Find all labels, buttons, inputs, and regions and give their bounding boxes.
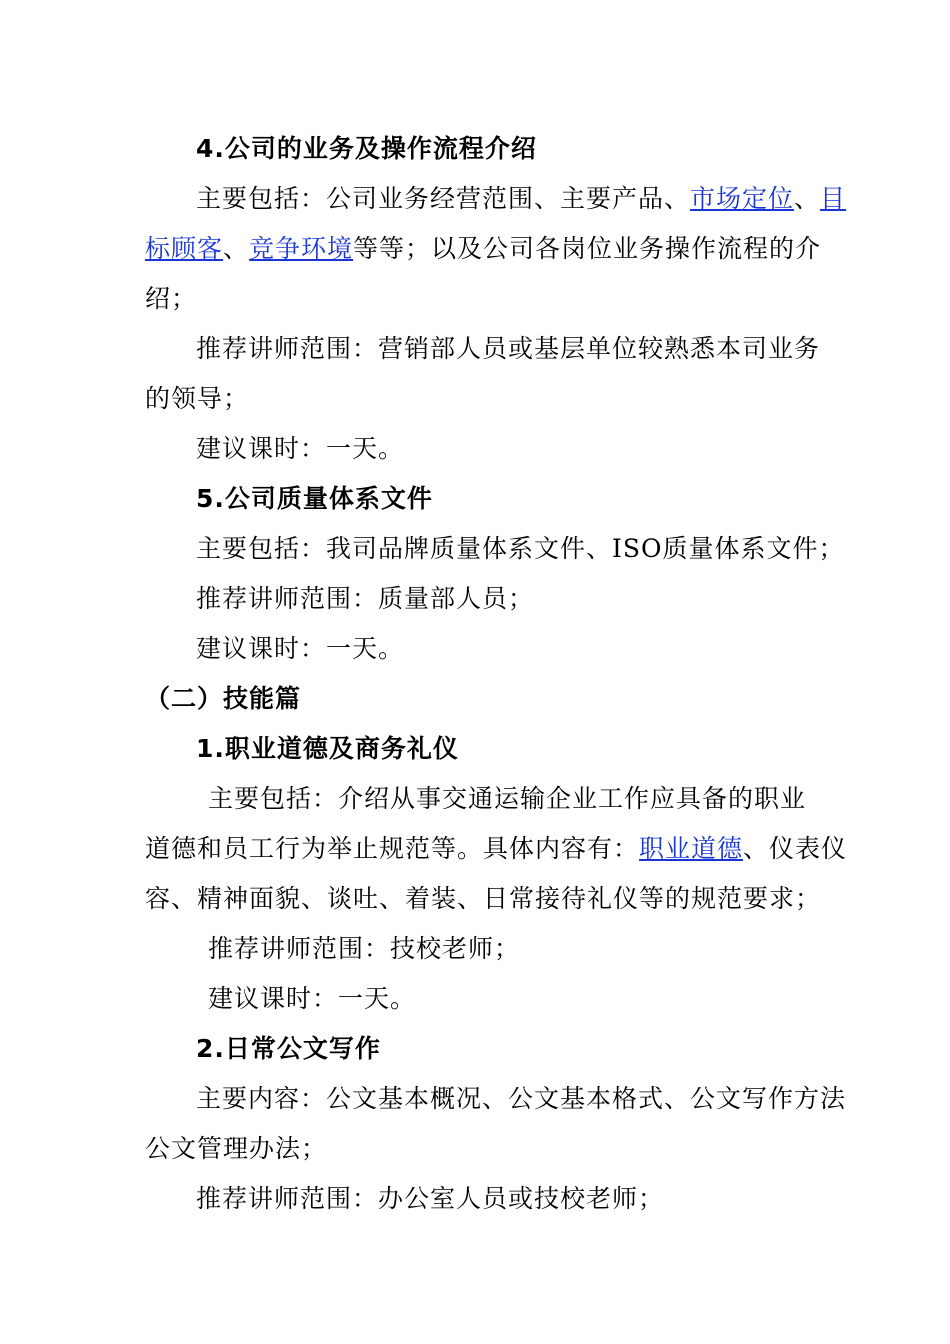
s2-1-lecturer: 推荐讲师范围：技校老师； xyxy=(208,934,521,963)
s4-content-line-2 xyxy=(0,231,950,267)
s2-1-content-prefix: 道德和员工行为举止规范等。具体内容有： xyxy=(145,834,640,863)
s2-1-content-line-2 xyxy=(0,831,950,867)
s4-content-prefix: 主要包括：公司业务经营范围、主要产品、 xyxy=(196,184,691,213)
link-professional-ethics[interactable]: 职业道德 xyxy=(639,834,744,863)
s2-1-content-line-1: 主要包括：介绍从事交通运输企业工作应具备的职业 xyxy=(208,784,807,813)
s2-1-content-suffix: 、仪表仪 xyxy=(743,834,848,863)
s5-content: 主要包括：我司品牌质量体系文件、ISO质量体系文件； xyxy=(196,534,845,563)
s2-2-content-line-2: 公文管理办法； xyxy=(145,1134,328,1163)
s4-hours: 建议课时：一天。 xyxy=(196,434,405,463)
s4-content-suffix: 等等；以及公司各岗位业务操作流程的介 xyxy=(353,234,822,263)
link-competitive-environment[interactable]: 竞争环境 xyxy=(249,234,354,263)
s2-1-heading: 1.职业道德及商务礼仪 xyxy=(196,734,459,763)
link-target-customers-part2[interactable]: 标顾客 xyxy=(145,234,224,263)
s2-2-heading: 2.日常公文写作 xyxy=(196,1034,381,1063)
s5-hours: 建议课时：一天。 xyxy=(196,634,405,663)
s4-sep1: 、 xyxy=(794,184,821,213)
s2-1-hours: 建议课时：一天。 xyxy=(208,984,417,1013)
link-market-positioning[interactable]: 市场定位 xyxy=(690,184,795,213)
s5-heading: 5.公司质量体系文件 xyxy=(196,484,433,513)
link-target-customers-part1[interactable]: 目 xyxy=(820,184,847,213)
s4-sep2: 、 xyxy=(223,234,250,263)
s4-content-line-3: 绍； xyxy=(145,284,198,313)
s2-2-lecturer: 推荐讲师范围：办公室人员或技校老师； xyxy=(196,1184,665,1213)
s5-lecturer: 推荐讲师范围：质量部人员； xyxy=(196,584,535,613)
s4-content-line-1 xyxy=(0,181,950,217)
s4-heading: 4.公司的业务及操作流程介绍 xyxy=(196,134,537,163)
s4-lecturer-line-2: 的领导； xyxy=(145,384,250,413)
s4-lecturer-line-1: 推荐讲师范围：营销部人员或基层单位较熟悉本司业务 xyxy=(196,334,821,363)
s2-2-content-line-1: 主要内容：公文基本概况、公文基本格式、公文写作方法 xyxy=(196,1084,847,1113)
s2-1-content-line-3: 容、精神面貌、谈吐、着装、日常接待礼仪等的规范要求； xyxy=(145,884,822,913)
section2-heading: （二）技能篇 xyxy=(145,684,302,713)
